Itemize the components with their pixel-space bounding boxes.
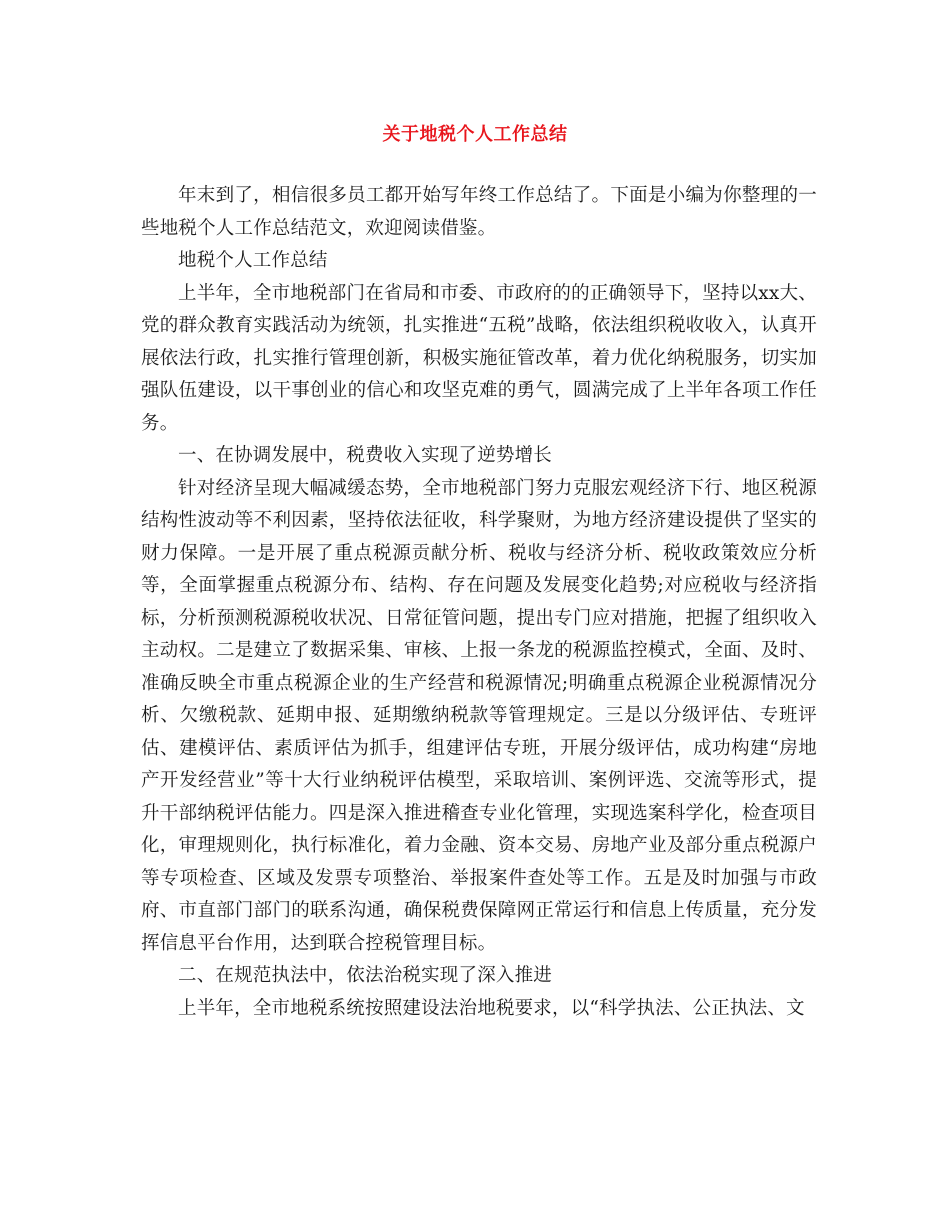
- document-title: 关于地税个人工作总结: [382, 124, 568, 145]
- overview-paragraph: 上半年，全市地税部门在省局和市委、市政府的的正确领导下，坚持以xx大、党的群众教育实践活动为统领，扎实推进“五税”战略，依法组织税收收入，认真开展依法行政，扎实推行管理创新，积极实施征管改革，着力优化纳税服务，切实加强队伍建设，以干事创业的信心和攻坚克难的勇气，圆满完成了上半年各项工作任务。: [141, 282, 817, 434]
- section-2-paragraph: 上半年，全市地税系统按照建设法治地税要求，以“科学执法、公正执法、文: [178, 997, 805, 1019]
- document-body: [141, 180, 817, 1025]
- section-heading-main: 地税个人工作总结: [178, 250, 328, 271]
- section-heading-2: 二、在规范执法中，依法治税实现了深入推进: [178, 965, 553, 986]
- intro-paragraph: 年末到了，相信很多员工都开始写年终工作总结了。下面是小编为你整理的一些地税个人工作总结范文，欢迎阅读借鉴。: [141, 185, 817, 239]
- section-heading-1: 一、在协调发展中，税费收入实现了逆势增长: [178, 445, 553, 466]
- section-1-paragraph: 针对经济呈现大幅减缓态势，全市地税部门努力克服宏观经济下行、地区税源结构性波动等不利因素，坚持依法征收，科学聚财，为地方经济建设提供了坚实的财力保障。一是开展了重点税源贡献分析、税收与经济分析、税收政策效应分析等，全面掌握重点税源分布、结构、存在问题及发展变化趋势;对应税收与经济指标，分析预测税源税收状况、日常征管问题，提出专门应对措施，把握了组织收入主动权。二是建立了数据采集、审核、上报一条龙的税源监控模式，全面、及时、准确反映全市重点税源企业的生产经营和税源情况;明确重点税源企业税源情况分析、欠缴税款、延期申报、延期缴纳税款等管理规定。三是以分级评估、专班评估、建模评估、素质评估为抓手，组建评估专班，开展分级评估，成功构建“房地产开发经营业”等十大行业纳税评估模型，采取培训、案例评选、交流等形式，提升干部纳税评估能力。四是深入推进稽查专业化管理，实现选案科学化，检查项目化，审理规则化，执行标准化，着力金融、资本交易、房地产业及部分重点税源户等专项检查、区域及发票专项整治、举报案件查处等工作。五是及时加强与市政府、市直部门部门的联系沟通，确保税费保障网正常运行和信息上传质量，充分发挥信息平台作用，达到联合控税管理目标。: [141, 477, 817, 954]
